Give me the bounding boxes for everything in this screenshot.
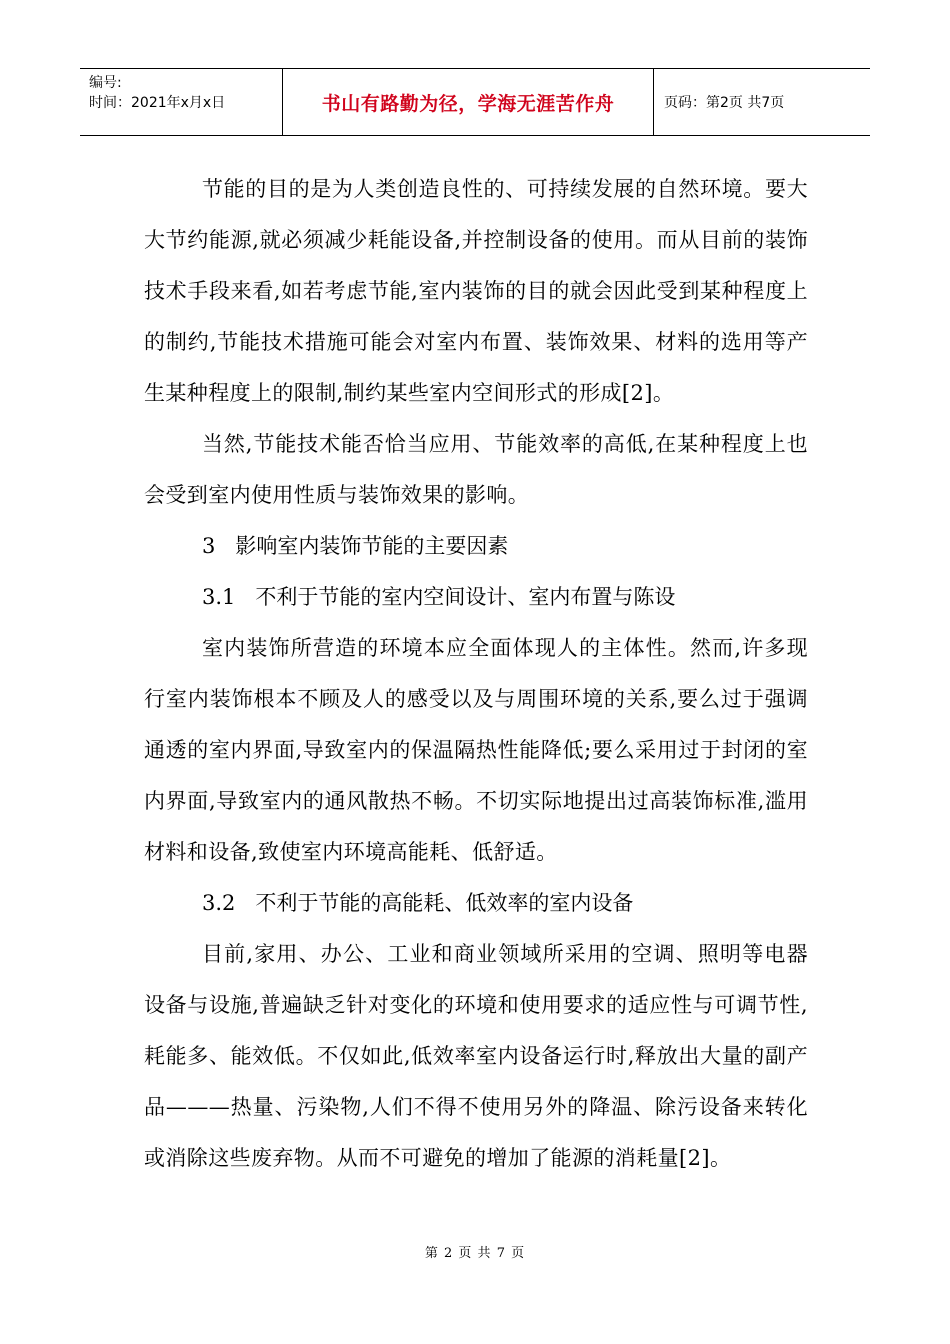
section-heading-3-2: 3.2 不利于节能的高能耗、低效率的室内设备 bbox=[202, 891, 634, 915]
document-body bbox=[144, 164, 808, 1184]
paragraph-1: 节能的目的是为人类创造良性的、可持续发展的自然环境。要大大节约能源,就必须减少耗能设备,并控制设备的使用。而从目前的装饰技术手段来看,如若考虑节能,室内装饰的目的就会因此受到某种程度上的制约,节能技术措施可能会对室内布置、装饰效果、材料的选用等产生某种程度上的限制,制约某些室内空间形式的形成[2]。 bbox=[144, 177, 808, 405]
number-label: 编号: bbox=[89, 75, 122, 91]
time-label: 时间：2021年x月x日 bbox=[89, 95, 226, 111]
paragraph-2: 当然,节能技术能否恰当应用、节能效率的高低,在某种程度上也会受到室内使用性质与装饰效果的影响。 bbox=[144, 432, 808, 507]
page-footer: 第 2 页 共 7 页 bbox=[424, 1246, 526, 1261]
section-heading-3-1: 3.1 不利于节能的室内空间设计、室内布置与陈设 bbox=[202, 585, 676, 609]
header-motto: 书山有路勤为径，学海无涯苦作舟 bbox=[282, 69, 654, 135]
paragraph-4: 目前,家用、办公、工业和商业领域所采用的空调、照明等电器设备与设施,普遍缺乏针对变化的环境和使用要求的适应性与可调节性,耗能多、能效低。不仅如此,低效率室内设备运行时,释放出大量的副产品———热量、污染物,人们不得不使用另外的降温、除污设备来转化或消除这些废弃物。从而不可避免的增加了能源的消耗量[2]。 bbox=[144, 942, 808, 1170]
paragraph-3: 室内装饰所营造的环境本应全面体现人的主体性。然而,许多现行室内装饰根本不顾及人的感受以及与周围环境的关系,要么过于强调通透的室内界面,导致室内的保温隔热性能降低;要么采用过于封闭的室内界面,导致室内的通风散热不畅。不切实际地提出过高装饰标准,滥用材料和设备,致使室内环境高能耗、低舒适。 bbox=[144, 636, 808, 864]
section-heading-3: 3 影响室内装饰节能的主要因素 bbox=[202, 534, 509, 558]
page-header bbox=[80, 68, 870, 136]
header-page-info: 页码：第2页 共7页 bbox=[664, 95, 785, 111]
header-meta bbox=[80, 69, 282, 135]
